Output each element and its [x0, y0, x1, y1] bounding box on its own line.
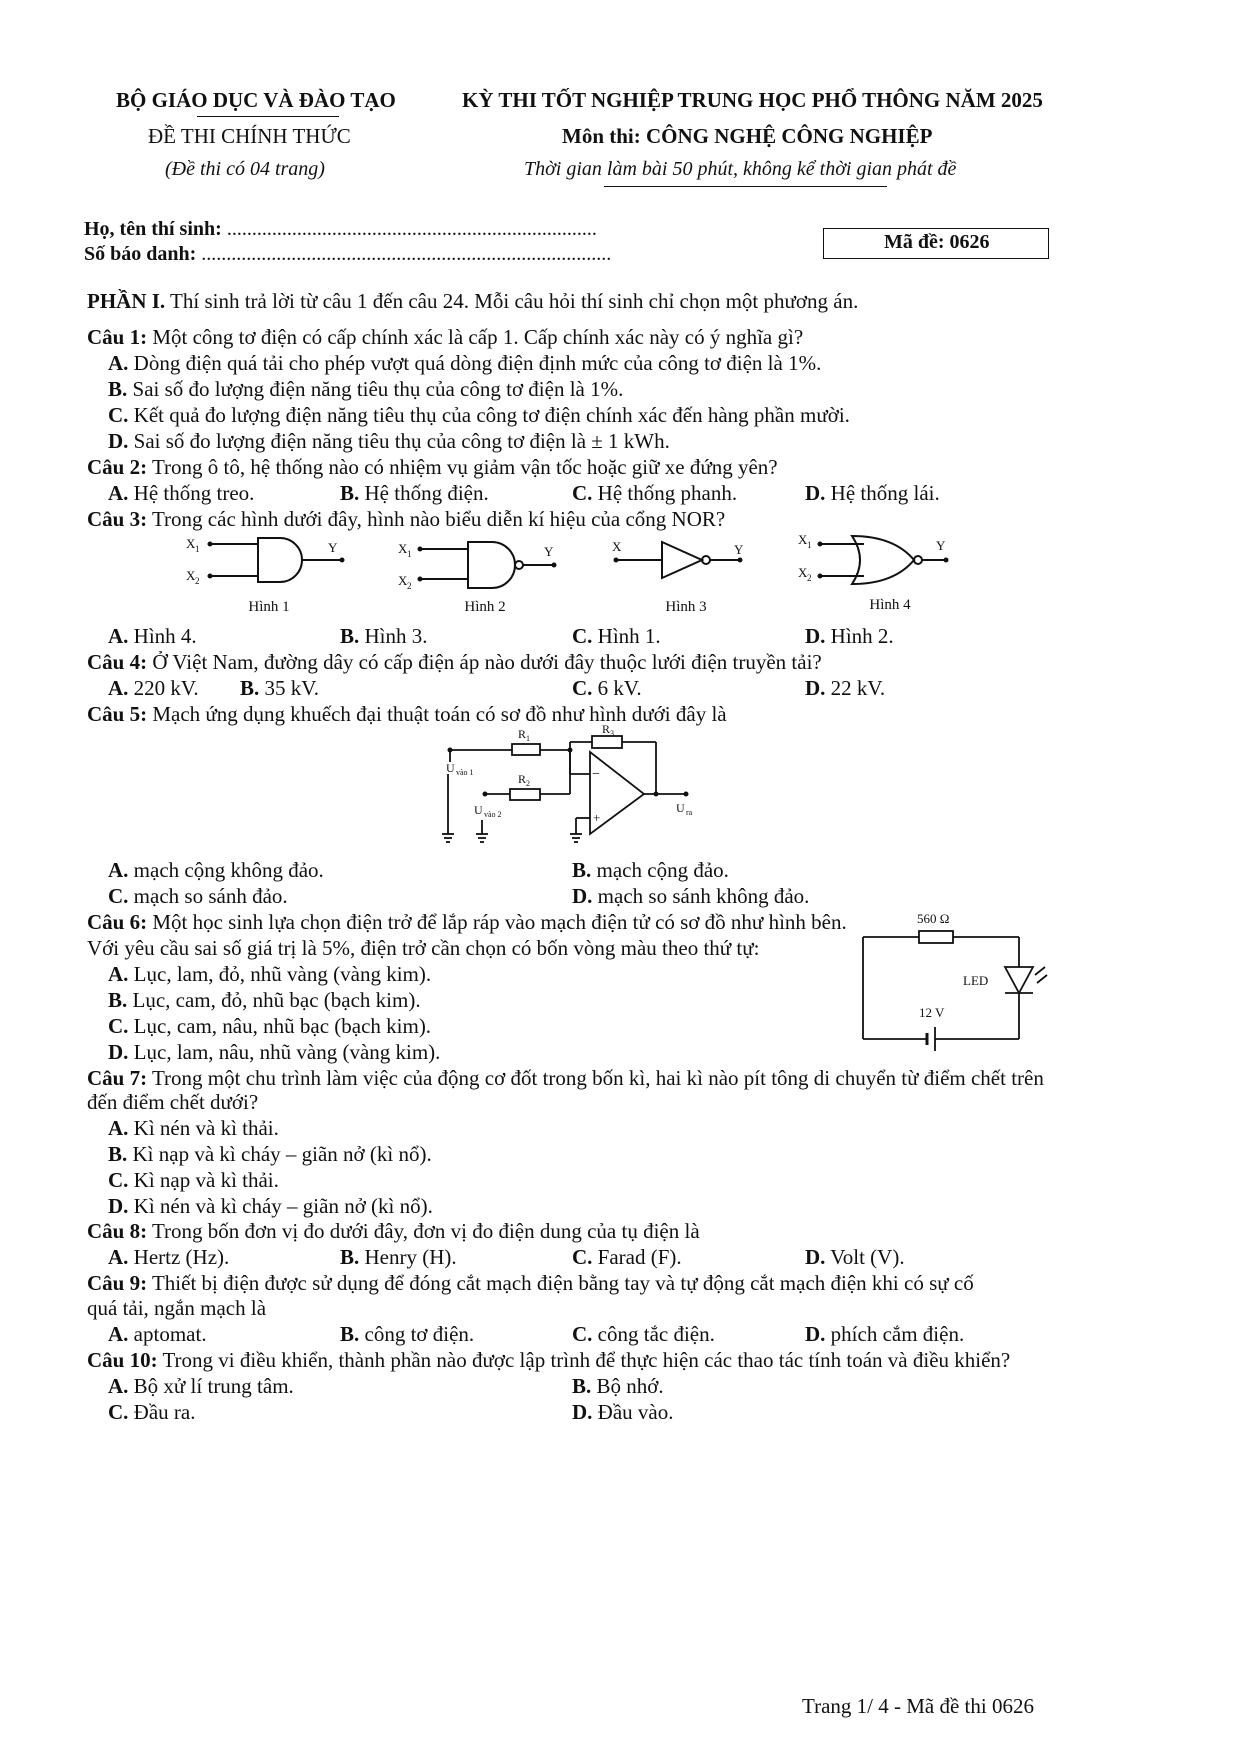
part-instruction: Thí sinh trả lời từ câu 1 đến câu 24. Mỗi câu hỏi thí sinh chỉ chọn một phương án.	[170, 289, 859, 313]
uin2-label: U	[474, 803, 483, 817]
option-1b[interactable]: B. Sai số đo lượng điện năng tiêu thụ của công tơ điện là 1%.	[108, 377, 624, 401]
option-10a[interactable]: A. Bộ xử lí trung tâm.	[108, 1374, 294, 1398]
question-6: Câu 6: Một học sinh lựa chọn điện trở để lắp ráp vào mạch điện tử có sơ đồ như hình bên.	[87, 910, 847, 934]
option-4b[interactable]: B. 35 kV.	[240, 676, 319, 700]
svg-text:ra: ra	[686, 808, 693, 817]
resistor-label: 560 Ω	[917, 911, 950, 926]
exam-code-box	[823, 228, 1049, 259]
option-3d[interactable]: D. Hình 2.	[805, 624, 894, 648]
led-circuit-figure	[855, 905, 1055, 1060]
question-number: Câu 1:	[87, 325, 148, 349]
question-7: Câu 7: Trong một chu trình làm việc của động cơ đốt trong bốn kì, hai kì nào pít tông di chuyển từ điểm chết trên	[87, 1066, 1044, 1090]
option-9c[interactable]: C. công tắc điện.	[572, 1322, 715, 1346]
option-10c[interactable]: C. Đầu ra.	[108, 1400, 196, 1424]
uout-label: U	[676, 801, 685, 815]
candidate-name-dots: ..........................................................................	[226, 218, 597, 240]
option-5c[interactable]: C. mạch so sánh đảo.	[108, 884, 288, 908]
option-4a[interactable]: A. 220 kV.	[108, 676, 199, 700]
question-9-line2: quá tải, ngắn mạch là	[87, 1296, 267, 1320]
option-1a[interactable]: A. Dòng điện quá tải cho phép vượt quá dòng điện định mức của công tơ điện là 1%.	[108, 351, 822, 375]
svg-text:1: 1	[526, 734, 530, 743]
svg-text:2: 2	[407, 581, 412, 591]
option-5d[interactable]: D. mạch so sánh không đảo.	[572, 884, 810, 908]
option-4c[interactable]: C. 6 kV.	[572, 676, 642, 700]
part-title-row	[87, 287, 858, 315]
part-title: PHẦN I.	[87, 289, 166, 313]
gate-caption-4: Hình 4	[869, 597, 911, 613]
gate2-y-label: Y	[544, 544, 554, 559]
exam-title: KỲ THI TỐT NGHIỆP TRUNG HỌC PHỔ THÔNG NĂM 2025	[462, 88, 1043, 112]
option-3b[interactable]: B. Hình 3.	[340, 624, 428, 648]
r3-label: R	[602, 722, 611, 736]
official-label: ĐỀ THI CHÍNH THỨC	[148, 124, 351, 148]
time-underline	[604, 186, 887, 187]
gate-caption-2: Hình 2	[464, 599, 506, 615]
svg-text:2: 2	[526, 779, 530, 788]
option-9b[interactable]: B. công tơ điện.	[340, 1322, 475, 1346]
option-6d[interactable]: D. Lục, lam, nâu, nhũ vàng (vàng kim).	[108, 1040, 441, 1064]
candidate-name-label: Họ, tên thí sinh:	[84, 218, 222, 240]
gate2-x2-label: X	[398, 573, 408, 588]
svg-text:2: 2	[195, 576, 200, 586]
opamp-circuit-figure	[430, 722, 720, 852]
source-label: 12 V	[919, 1005, 945, 1020]
uin1-label: U	[446, 761, 455, 775]
option-7b[interactable]: B. Kì nạp và kì cháy – giãn nở (kì nổ).	[108, 1142, 432, 1166]
exam-code: Mã đề: 0626	[884, 231, 990, 253]
option-7c[interactable]: C. Kì nạp và kì thải.	[108, 1168, 279, 1192]
option-7d[interactable]: D. Kì nén và kì cháy – giãn nở (kì nổ).	[108, 1194, 433, 1218]
question-text: Một công tơ điện có cấp chính xác là cấp 1. Cấp chính xác này có ý nghĩa gì?	[152, 325, 804, 349]
svg-text:1: 1	[407, 549, 412, 559]
ministry-underline	[197, 116, 339, 117]
r2-label: R	[518, 772, 527, 786]
svg-text:2: 2	[807, 573, 812, 583]
r1-label: R	[518, 727, 527, 741]
option-9a[interactable]: A. aptomat.	[108, 1322, 207, 1346]
option-3c[interactable]: C. Hình 1.	[572, 624, 661, 648]
option-4d[interactable]: D. 22 kV.	[805, 676, 886, 700]
gate1-y-label: Y	[328, 540, 338, 555]
option-3a[interactable]: A. Hình 4.	[108, 624, 197, 648]
option-2b[interactable]: B. Hệ thống điện.	[340, 481, 489, 505]
option-10d[interactable]: D. Đầu vào.	[572, 1400, 674, 1424]
option-8c[interactable]: C. Farad (F).	[572, 1245, 682, 1269]
option-5b[interactable]: B. mạch cộng đảo.	[572, 858, 729, 882]
gate3-y-label: Y	[734, 542, 744, 557]
question-3: Câu 3: Trong các hình dưới đây, hình nào biểu diễn kí hiệu của cổng NOR?	[87, 507, 726, 531]
option-9d[interactable]: D. phích cắm điện.	[805, 1322, 965, 1346]
page-footer: Trang 1/ 4 - Mã đề thi 0626	[802, 1694, 1034, 1718]
option-6c[interactable]: C. Lục, cam, nâu, nhũ bạc (bạch kim).	[108, 1014, 432, 1038]
svg-text:1: 1	[195, 544, 200, 554]
option-2a[interactable]: A. Hệ thống treo.	[108, 481, 255, 505]
option-6b[interactable]: B. Lục, cam, đỏ, nhũ bạc (bạch kim).	[108, 988, 421, 1012]
page-count: (Đề thi có 04 trang)	[165, 158, 325, 180]
question-8: Câu 8: Trong bốn đơn vị đo dưới đây, đơn vị đo điện dung của tụ điện là	[87, 1219, 700, 1243]
question-4: Câu 4: Ở Việt Nam, đường dây có cấp điện áp nào dưới đây thuộc lưới điện truyền tải?	[87, 650, 822, 674]
candidate-id-label: Số báo danh:	[84, 243, 197, 265]
logic-gates-figure	[170, 530, 970, 600]
svg-text:+: +	[593, 810, 601, 825]
candidate-id-row	[84, 243, 611, 266]
option-6a[interactable]: A. Lục, lam, đỏ, nhũ vàng (vàng kim).	[108, 962, 432, 986]
gate2-x1-label: X	[398, 541, 408, 556]
candidate-id-dots: ..................................................................................	[201, 243, 612, 265]
gate1-x2-label: X	[186, 568, 196, 583]
option-2d[interactable]: D. Hệ thống lái.	[805, 481, 940, 505]
question-2: Câu 2: Trong ô tô, hệ thống nào có nhiệm vụ giảm vận tốc hoặc giữ xe đứng yên?	[87, 455, 778, 479]
option-8a[interactable]: A. Hertz (Hz).	[108, 1245, 230, 1269]
gate1-x1-label: X	[186, 536, 196, 551]
gate-caption-1: Hình 1	[248, 599, 290, 615]
question-6-line2: Với yêu cầu sai số giá trị là 5%, điện trở cần chọn có bốn vòng màu theo thứ tự:	[87, 936, 760, 960]
question-10: Câu 10: Trong vi điều khiển, thành phần nào được lập trình để thực hiện các thao tác tính toán và điều khiển?	[87, 1348, 1011, 1372]
svg-text:vào 2: vào 2	[484, 810, 502, 819]
svg-text:1: 1	[807, 540, 812, 550]
option-1d[interactable]: D. Sai số đo lượng điện năng tiêu thụ của công tơ điện là ± 1 kWh.	[108, 429, 670, 453]
option-8b[interactable]: B. Henry (H).	[340, 1245, 457, 1269]
option-7a[interactable]: A. Kì nén và kì thải.	[108, 1116, 279, 1140]
gate4-y-label: Y	[936, 538, 946, 553]
question-7-line2: đến điểm chết dưới?	[87, 1090, 259, 1114]
option-1c[interactable]: C. Kết quả đo lượng điện năng tiêu thụ của công tơ điện chính xác đến hàng phần mười.	[108, 403, 850, 427]
gate4-x2-label: X	[798, 565, 808, 580]
candidate-name-row	[84, 218, 597, 241]
time-limit: Thời gian làm bài 50 phút, không kể thời gian phát đề	[524, 158, 957, 180]
svg-text:3: 3	[610, 729, 614, 738]
subject: Môn thi: CÔNG NGHỆ CÔNG NGHIỆP	[562, 124, 933, 148]
gate3-x-label: X	[612, 539, 622, 554]
svg-text:vào 1: vào 1	[456, 768, 474, 777]
option-5a[interactable]: A. mạch cộng không đảo.	[108, 858, 324, 882]
option-8d[interactable]: D. Volt (V).	[805, 1245, 905, 1269]
gate-caption-3: Hình 3	[665, 599, 707, 615]
question-5: Câu 5: Mạch ứng dụng khuếch đại thuật toán có sơ đồ như hình dưới đây là	[87, 702, 727, 726]
option-10b[interactable]: B. Bộ nhớ.	[572, 1374, 664, 1398]
option-2c[interactable]: C. Hệ thống phanh.	[572, 481, 738, 505]
question-9: Câu 9: Thiết bị điện được sử dụng để đóng cắt mạch điện bằng tay và tự động cắt mạch điện khi có sự cố	[87, 1271, 974, 1295]
led-label: LED	[963, 973, 989, 988]
ministry-name: BỘ GIÁO DỤC VÀ ĐÀO TẠO	[116, 88, 396, 112]
svg-text:−: −	[592, 767, 600, 782]
gate4-x1-label: X	[798, 532, 808, 547]
question-1	[87, 323, 803, 351]
